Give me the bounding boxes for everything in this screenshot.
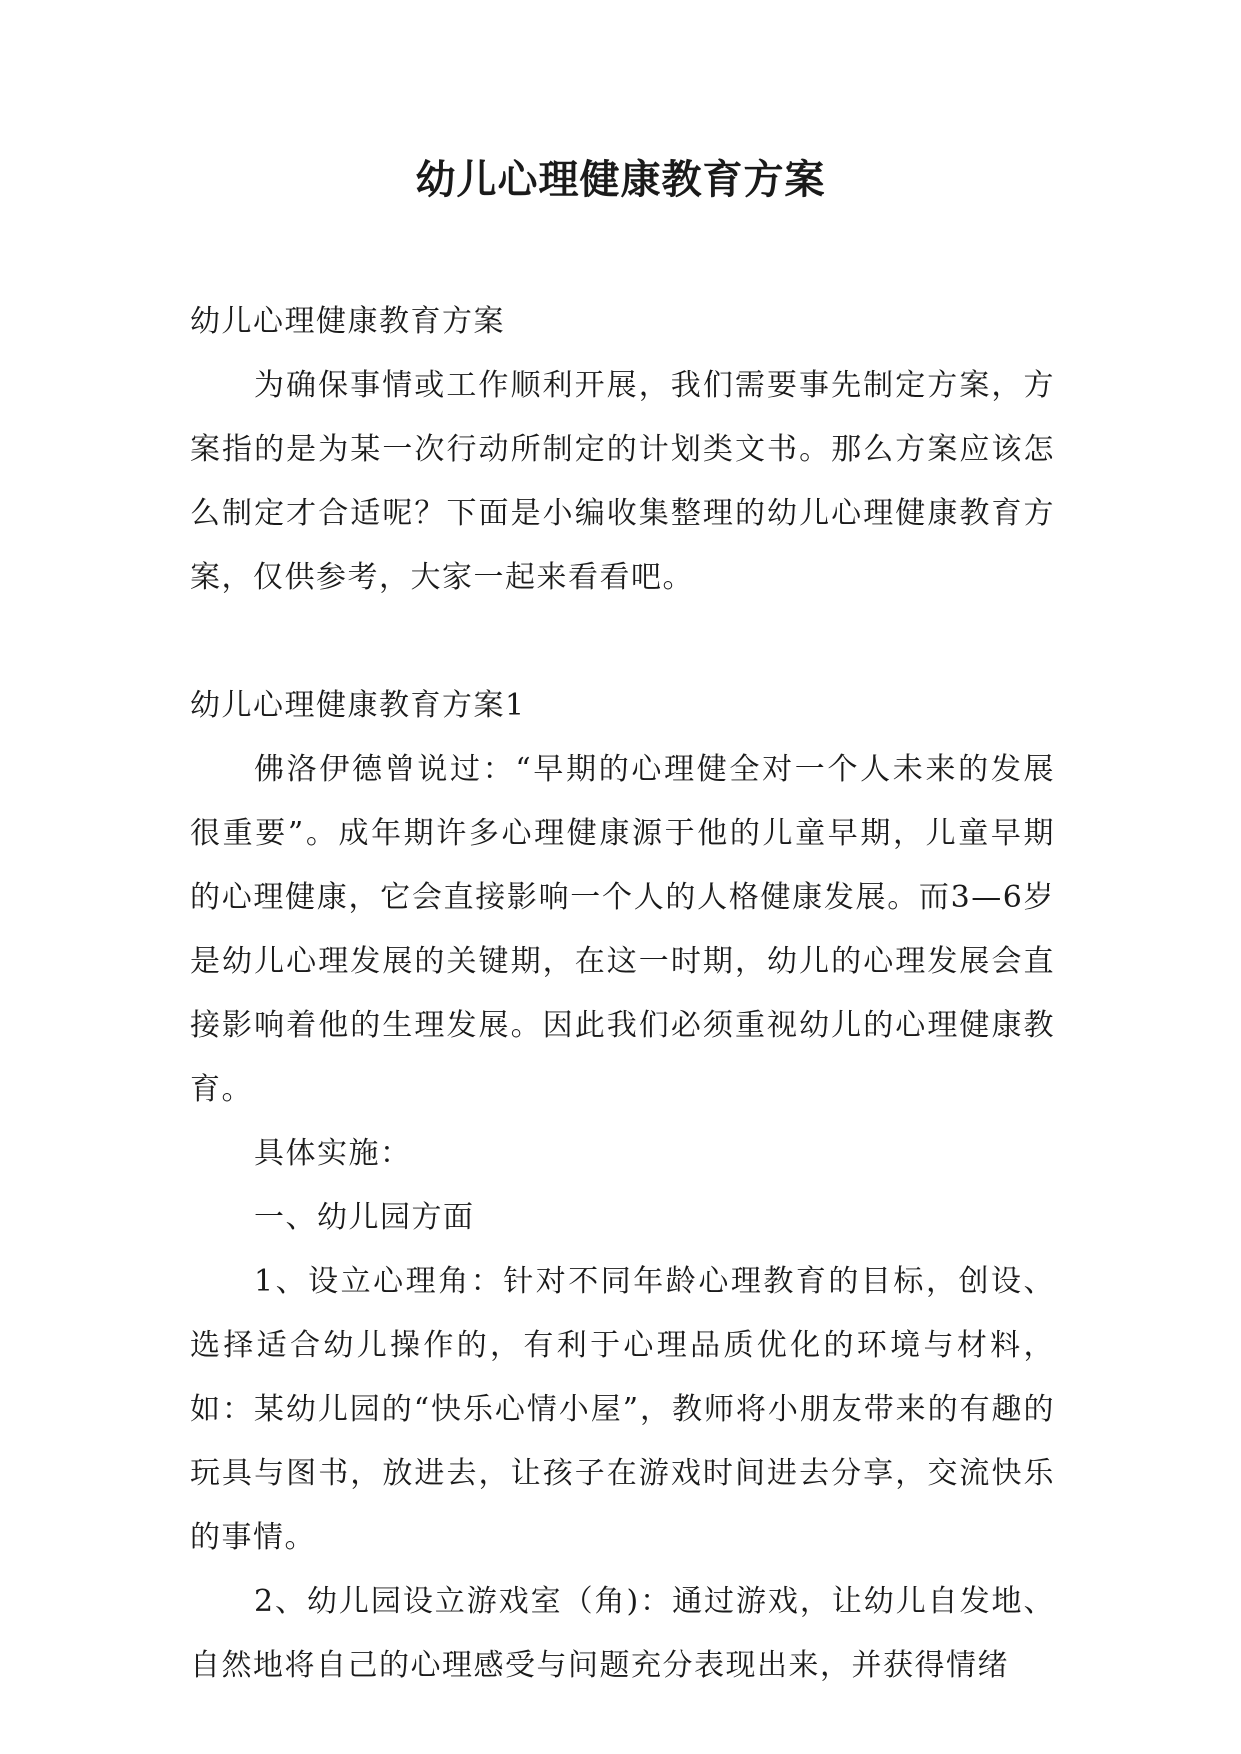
section-heading: 幼儿心理健康教育方案1 (190, 688, 526, 723)
paragraph: 1、设立心理角：针对不同年龄心理教育的目标，创设、选择适合幼儿操作的，有利于心理品质优化的环境与材料，如：某幼儿园的“快乐心情小屋”，教师将小朋友带来的有趣的玩具与图书，放进去，让孩子在游戏时间进去分享，交流快乐的事情。 (190, 1264, 1055, 1555)
document-title: 幼儿心理健康教育方案 (415, 156, 826, 203)
intro-heading: 幼儿心理健康教育方案 (190, 304, 505, 339)
document-body (190, 290, 1055, 1698)
paragraph: 2、幼儿园设立游戏室（角)：通过游戏，让幼儿自发地、自然地将自己的心理感受与问题充分表现出来，并获得情绪 (190, 1584, 1055, 1683)
paragraph: 具体实施： (254, 1136, 412, 1171)
section-spacer (190, 610, 1055, 674)
paragraph: 佛洛伊德曾说过：“早期的心理健全对一个人未来的发展很重要”。成年期许多心理健康源于他的儿童早期，儿童早期的心理健康，它会直接影响一个人的人格健康发展。而3—6岁是幼儿心理发展的关键期，在这一时期，幼儿的心理发展会直接影响着他的生理发展。因此我们必须重视幼儿的心理健康教育。 (190, 752, 1055, 1107)
intro-paragraph: 为确保事情或工作顺利开展，我们需要事先制定方案，方案指的是为某一次行动所制定的计划类文书。那么方案应该怎么制定才合适呢？下面是小编收集整理的幼儿心理健康教育方案，仅供参考，大家一起来看看吧。 (190, 368, 1055, 595)
paragraph: 一、幼儿园方面 (254, 1200, 475, 1235)
